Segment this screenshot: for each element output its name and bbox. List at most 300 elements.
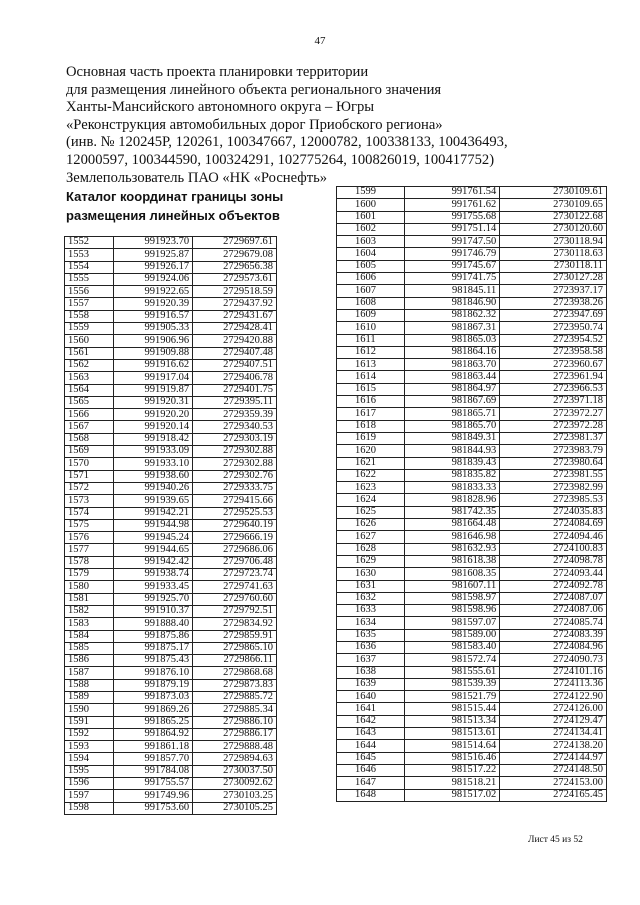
y-coordinate-cell: 2723938.26 xyxy=(500,297,607,309)
y-coordinate-cell: 2724138.20 xyxy=(500,740,607,752)
point-number-cell: 1561 xyxy=(65,347,114,359)
y-coordinate-cell: 2724084.69 xyxy=(500,519,607,531)
table-row xyxy=(65,630,277,642)
table-row xyxy=(65,359,277,371)
x-coordinate-cell: 981518.21 xyxy=(404,777,499,789)
point-number-cell: 1583 xyxy=(65,618,114,630)
point-number-cell: 1621 xyxy=(337,457,405,469)
table-row xyxy=(337,420,607,432)
y-coordinate-cell: 2729302.76 xyxy=(193,470,277,482)
y-coordinate-cell: 2724144.97 xyxy=(500,752,607,764)
table-row xyxy=(337,789,607,801)
y-coordinate-cell: 2730122.68 xyxy=(500,211,607,223)
y-coordinate-cell: 2724083.39 xyxy=(500,629,607,641)
point-number-cell: 1576 xyxy=(65,532,114,544)
x-coordinate-cell: 991755.68 xyxy=(404,211,499,223)
y-coordinate-cell: 2723961.94 xyxy=(500,371,607,383)
document-header xyxy=(66,64,606,187)
table-row xyxy=(337,555,607,567)
table-row xyxy=(337,445,607,457)
x-coordinate-cell: 991925.87 xyxy=(114,249,193,261)
x-coordinate-cell: 981742.35 xyxy=(404,506,499,518)
point-number-cell: 1580 xyxy=(65,581,114,593)
table-row xyxy=(337,346,607,358)
point-number-cell: 1574 xyxy=(65,507,114,519)
coordinates-table-body xyxy=(337,187,607,802)
x-coordinate-cell: 981864.97 xyxy=(404,383,499,395)
y-coordinate-cell: 2729340.53 xyxy=(193,421,277,433)
point-number-cell: 1598 xyxy=(65,802,114,814)
x-coordinate-cell: 981864.16 xyxy=(404,346,499,358)
x-coordinate-cell: 981846.90 xyxy=(404,297,499,309)
x-coordinate-cell: 981598.96 xyxy=(404,605,499,617)
x-coordinate-cell: 981513.34 xyxy=(404,715,499,727)
y-coordinate-cell: 2724134.41 xyxy=(500,728,607,740)
x-coordinate-cell: 991920.31 xyxy=(114,396,193,408)
coordinates-table-right xyxy=(336,186,607,802)
x-coordinate-cell: 991942.42 xyxy=(114,556,193,568)
point-number-cell: 1639 xyxy=(337,678,405,690)
point-number-cell: 1602 xyxy=(337,223,405,235)
x-coordinate-cell: 981589.00 xyxy=(404,629,499,641)
x-coordinate-cell: 991916.62 xyxy=(114,359,193,371)
point-number-cell: 1614 xyxy=(337,371,405,383)
table-row xyxy=(65,765,277,777)
point-number-cell: 1607 xyxy=(337,285,405,297)
x-coordinate-cell: 991879.19 xyxy=(114,679,193,691)
y-coordinate-cell: 2723947.69 xyxy=(500,309,607,321)
point-number-cell: 1616 xyxy=(337,396,405,408)
point-number-cell: 1628 xyxy=(337,543,405,555)
x-coordinate-cell: 991925.70 xyxy=(114,593,193,605)
x-coordinate-cell: 991933.09 xyxy=(114,446,193,458)
y-coordinate-cell: 2723960.67 xyxy=(500,359,607,371)
point-number-cell: 1619 xyxy=(337,432,405,444)
point-number-cell: 1609 xyxy=(337,309,405,321)
table-row xyxy=(65,519,277,531)
point-number-cell: 1606 xyxy=(337,273,405,285)
y-coordinate-cell: 2729723.74 xyxy=(193,569,277,581)
point-number-cell: 1555 xyxy=(65,273,114,285)
point-number-cell: 1604 xyxy=(337,248,405,260)
x-coordinate-cell: 981608.35 xyxy=(404,568,499,580)
y-coordinate-cell: 2723983.79 xyxy=(500,445,607,457)
point-number-cell: 1581 xyxy=(65,593,114,605)
table-row xyxy=(337,408,607,420)
y-coordinate-cell: 2729834.92 xyxy=(193,618,277,630)
table-row xyxy=(337,777,607,789)
point-number-cell: 1630 xyxy=(337,568,405,580)
table-row xyxy=(337,199,607,211)
table-row xyxy=(337,285,607,297)
x-coordinate-cell: 991751.14 xyxy=(404,223,499,235)
header-line: Ханты-Мансийского автономного округа – Югры xyxy=(66,99,375,116)
point-number-cell: 1601 xyxy=(337,211,405,223)
y-coordinate-cell: 2729415.66 xyxy=(193,495,277,507)
y-coordinate-cell: 2724094.46 xyxy=(500,531,607,543)
table-row xyxy=(337,432,607,444)
table-row xyxy=(337,273,607,285)
x-coordinate-cell: 991857.70 xyxy=(114,753,193,765)
table-row xyxy=(65,323,277,335)
table-row xyxy=(337,211,607,223)
table-row xyxy=(65,310,277,322)
x-coordinate-cell: 981835.82 xyxy=(404,469,499,481)
y-coordinate-cell: 2730105.25 xyxy=(193,802,277,814)
y-coordinate-cell: 2724087.07 xyxy=(500,592,607,604)
x-coordinate-cell: 991919.87 xyxy=(114,384,193,396)
point-number-cell: 1563 xyxy=(65,372,114,384)
table-row xyxy=(337,482,607,494)
y-coordinate-cell: 2729407.48 xyxy=(193,347,277,359)
y-coordinate-cell: 2730103.25 xyxy=(193,790,277,802)
table-row xyxy=(65,396,277,408)
table-row xyxy=(65,237,277,249)
y-coordinate-cell: 2729428.41 xyxy=(193,323,277,335)
y-coordinate-cell: 2724153.00 xyxy=(500,777,607,789)
y-coordinate-cell: 2723981.37 xyxy=(500,432,607,444)
y-coordinate-cell: 2723972.27 xyxy=(500,408,607,420)
y-coordinate-cell: 2729431.67 xyxy=(193,310,277,322)
x-coordinate-cell: 981555.61 xyxy=(404,666,499,678)
y-coordinate-cell: 2729894.63 xyxy=(193,753,277,765)
point-number-cell: 1648 xyxy=(337,789,405,801)
y-coordinate-cell: 2729760.60 xyxy=(193,593,277,605)
x-coordinate-cell: 991746.79 xyxy=(404,248,499,260)
y-coordinate-cell: 2724085.74 xyxy=(500,617,607,629)
y-coordinate-cell: 2729401.75 xyxy=(193,384,277,396)
point-number-cell: 1626 xyxy=(337,519,405,531)
table-row xyxy=(337,297,607,309)
point-number-cell: 1643 xyxy=(337,728,405,740)
table-row xyxy=(337,506,607,518)
x-coordinate-cell: 981583.40 xyxy=(404,641,499,653)
y-coordinate-cell: 2729359.39 xyxy=(193,409,277,421)
x-coordinate-cell: 991749.96 xyxy=(114,790,193,802)
point-number-cell: 1570 xyxy=(65,458,114,470)
x-coordinate-cell: 981844.93 xyxy=(404,445,499,457)
point-number-cell: 1617 xyxy=(337,408,405,420)
table-row xyxy=(337,543,607,555)
point-number-cell: 1608 xyxy=(337,297,405,309)
point-number-cell: 1575 xyxy=(65,519,114,531)
x-coordinate-cell: 991920.14 xyxy=(114,421,193,433)
table-row xyxy=(337,629,607,641)
y-coordinate-cell: 2730118.11 xyxy=(500,260,607,272)
y-coordinate-cell: 2729395.11 xyxy=(193,396,277,408)
point-number-cell: 1553 xyxy=(65,249,114,261)
table-row xyxy=(65,569,277,581)
table-row xyxy=(65,335,277,347)
table-row xyxy=(65,470,277,482)
point-number-cell: 1631 xyxy=(337,580,405,592)
y-coordinate-cell: 2729873.83 xyxy=(193,679,277,691)
x-coordinate-cell: 981865.71 xyxy=(404,408,499,420)
table-row xyxy=(337,359,607,371)
point-number-cell: 1642 xyxy=(337,715,405,727)
y-coordinate-cell: 2729333.75 xyxy=(193,482,277,494)
x-coordinate-cell: 981597.07 xyxy=(404,617,499,629)
table-row xyxy=(337,654,607,666)
x-coordinate-cell: 981632.93 xyxy=(404,543,499,555)
x-coordinate-cell: 991864.92 xyxy=(114,728,193,740)
y-coordinate-cell: 2724148.50 xyxy=(500,764,607,776)
y-coordinate-cell: 2724113.36 xyxy=(500,678,607,690)
table-row xyxy=(337,666,607,678)
x-coordinate-cell: 991755.57 xyxy=(114,778,193,790)
point-number-cell: 1636 xyxy=(337,641,405,653)
y-coordinate-cell: 2729886.10 xyxy=(193,716,277,728)
table-row xyxy=(337,728,607,740)
point-number-cell: 1647 xyxy=(337,777,405,789)
y-coordinate-cell: 2724100.83 xyxy=(500,543,607,555)
x-coordinate-cell: 991939.65 xyxy=(114,495,193,507)
x-coordinate-cell: 991910.37 xyxy=(114,605,193,617)
table-row xyxy=(65,716,277,728)
y-coordinate-cell: 2729679.08 xyxy=(193,249,277,261)
x-coordinate-cell: 981513.61 xyxy=(404,728,499,740)
x-coordinate-cell: 991747.50 xyxy=(404,236,499,248)
page-number: 47 xyxy=(314,35,326,47)
x-coordinate-cell: 981865.03 xyxy=(404,334,499,346)
table-row xyxy=(337,223,607,235)
point-number-cell: 1573 xyxy=(65,495,114,507)
catalog-title-line: размещения линейных объектов xyxy=(66,208,280,223)
y-coordinate-cell: 2729686.06 xyxy=(193,544,277,556)
x-coordinate-cell: 991865.25 xyxy=(114,716,193,728)
x-coordinate-cell: 991920.20 xyxy=(114,409,193,421)
table-row xyxy=(337,519,607,531)
point-number-cell: 1565 xyxy=(65,396,114,408)
table-row xyxy=(65,261,277,273)
table-row xyxy=(65,458,277,470)
y-coordinate-cell: 2724129.47 xyxy=(500,715,607,727)
x-coordinate-cell: 981865.70 xyxy=(404,420,499,432)
point-number-cell: 1611 xyxy=(337,334,405,346)
table-row xyxy=(65,507,277,519)
x-coordinate-cell: 981598.97 xyxy=(404,592,499,604)
point-number-cell: 1588 xyxy=(65,679,114,691)
table-row xyxy=(337,383,607,395)
table-row xyxy=(65,409,277,421)
y-coordinate-cell: 2724122.90 xyxy=(500,691,607,703)
point-number-cell: 1586 xyxy=(65,655,114,667)
point-number-cell: 1558 xyxy=(65,310,114,322)
table-row xyxy=(65,605,277,617)
y-coordinate-cell: 2723985.53 xyxy=(500,494,607,506)
y-coordinate-cell: 2729303.19 xyxy=(193,433,277,445)
table-row xyxy=(65,384,277,396)
table-row xyxy=(337,617,607,629)
point-number-cell: 1593 xyxy=(65,741,114,753)
table-row xyxy=(337,678,607,690)
point-number-cell: 1644 xyxy=(337,740,405,752)
point-number-cell: 1624 xyxy=(337,494,405,506)
y-coordinate-cell: 2724126.00 xyxy=(500,703,607,715)
table-row xyxy=(65,593,277,605)
point-number-cell: 1641 xyxy=(337,703,405,715)
point-number-cell: 1613 xyxy=(337,359,405,371)
table-row xyxy=(337,568,607,580)
point-number-cell: 1560 xyxy=(65,335,114,347)
x-coordinate-cell: 991924.06 xyxy=(114,273,193,285)
x-coordinate-cell: 991918.42 xyxy=(114,433,193,445)
point-number-cell: 1578 xyxy=(65,556,114,568)
point-number-cell: 1597 xyxy=(65,790,114,802)
y-coordinate-cell: 2729885.34 xyxy=(193,704,277,716)
y-coordinate-cell: 2729573.61 xyxy=(193,273,277,285)
point-number-cell: 1591 xyxy=(65,716,114,728)
point-number-cell: 1638 xyxy=(337,666,405,678)
x-coordinate-cell: 991944.98 xyxy=(114,519,193,531)
y-coordinate-cell: 2730109.61 xyxy=(500,187,607,199)
table-row xyxy=(337,236,607,248)
point-number-cell: 1634 xyxy=(337,617,405,629)
y-coordinate-cell: 2729518.59 xyxy=(193,286,277,298)
x-coordinate-cell: 991938.60 xyxy=(114,470,193,482)
x-coordinate-cell: 981867.69 xyxy=(404,396,499,408)
point-number-cell: 1567 xyxy=(65,421,114,433)
table-row xyxy=(337,494,607,506)
y-coordinate-cell: 2724087.06 xyxy=(500,605,607,617)
table-row xyxy=(337,605,607,617)
table-row xyxy=(65,618,277,630)
y-coordinate-cell: 2729406.78 xyxy=(193,372,277,384)
table-row xyxy=(65,495,277,507)
point-number-cell: 1566 xyxy=(65,409,114,421)
y-coordinate-cell: 2729697.61 xyxy=(193,237,277,249)
point-number-cell: 1594 xyxy=(65,753,114,765)
x-coordinate-cell: 991933.45 xyxy=(114,581,193,593)
x-coordinate-cell: 981517.22 xyxy=(404,764,499,776)
y-coordinate-cell: 2729656.38 xyxy=(193,261,277,273)
point-number-cell: 1564 xyxy=(65,384,114,396)
y-coordinate-cell: 2729886.17 xyxy=(193,728,277,740)
table-row xyxy=(65,482,277,494)
y-coordinate-cell: 2729420.88 xyxy=(193,335,277,347)
y-coordinate-cell: 2729866.11 xyxy=(193,655,277,667)
x-coordinate-cell: 991909.88 xyxy=(114,347,193,359)
y-coordinate-cell: 2724084.96 xyxy=(500,641,607,653)
x-coordinate-cell: 981862.32 xyxy=(404,309,499,321)
table-row xyxy=(337,248,607,260)
point-number-cell: 1627 xyxy=(337,531,405,543)
point-number-cell: 1557 xyxy=(65,298,114,310)
y-coordinate-cell: 2729706.48 xyxy=(193,556,277,568)
y-coordinate-cell: 2723950.74 xyxy=(500,322,607,334)
x-coordinate-cell: 991875.86 xyxy=(114,630,193,642)
table-row xyxy=(65,273,277,285)
x-coordinate-cell: 991940.26 xyxy=(114,482,193,494)
x-coordinate-cell: 991876.10 xyxy=(114,667,193,679)
table-row xyxy=(65,704,277,716)
table-row xyxy=(65,249,277,261)
table-row xyxy=(65,790,277,802)
header-line: (инв. № 120245Р, 120261, 100347667, 12000782, 100338133, 100436493, xyxy=(66,134,508,151)
y-coordinate-cell: 2729525.53 xyxy=(193,507,277,519)
point-number-cell: 1571 xyxy=(65,470,114,482)
x-coordinate-cell: 991861.18 xyxy=(114,741,193,753)
point-number-cell: 1559 xyxy=(65,323,114,335)
point-number-cell: 1584 xyxy=(65,630,114,642)
x-coordinate-cell: 991920.39 xyxy=(114,298,193,310)
x-coordinate-cell: 991905.33 xyxy=(114,323,193,335)
x-coordinate-cell: 981517.02 xyxy=(404,789,499,801)
x-coordinate-cell: 991875.43 xyxy=(114,655,193,667)
table-row xyxy=(65,446,277,458)
table-row xyxy=(65,655,277,667)
x-coordinate-cell: 981867.31 xyxy=(404,322,499,334)
y-coordinate-cell: 2724093.44 xyxy=(500,568,607,580)
table-row xyxy=(337,764,607,776)
x-coordinate-cell: 981664.48 xyxy=(404,519,499,531)
x-coordinate-cell: 981539.39 xyxy=(404,678,499,690)
table-row xyxy=(65,741,277,753)
x-coordinate-cell: 991875.17 xyxy=(114,642,193,654)
table-row xyxy=(65,556,277,568)
y-coordinate-cell: 2730127.28 xyxy=(500,273,607,285)
y-coordinate-cell: 2723971.18 xyxy=(500,396,607,408)
x-coordinate-cell: 991753.60 xyxy=(114,802,193,814)
x-coordinate-cell: 991942.21 xyxy=(114,507,193,519)
y-coordinate-cell: 2730037.50 xyxy=(193,765,277,777)
x-coordinate-cell: 981839.43 xyxy=(404,457,499,469)
point-number-cell: 1556 xyxy=(65,286,114,298)
table-row xyxy=(65,372,277,384)
x-coordinate-cell: 991917.04 xyxy=(114,372,193,384)
x-coordinate-cell: 981516.46 xyxy=(404,752,499,764)
y-coordinate-cell: 2723982.99 xyxy=(500,482,607,494)
x-coordinate-cell: 991784.08 xyxy=(114,765,193,777)
table-row xyxy=(65,753,277,765)
table-row xyxy=(337,592,607,604)
point-number-cell: 1587 xyxy=(65,667,114,679)
table-row xyxy=(65,433,277,445)
table-row xyxy=(65,778,277,790)
table-row xyxy=(65,642,277,654)
table-row xyxy=(337,752,607,764)
y-coordinate-cell: 2729865.10 xyxy=(193,642,277,654)
point-number-cell: 1618 xyxy=(337,420,405,432)
y-coordinate-cell: 2723966.53 xyxy=(500,383,607,395)
point-number-cell: 1562 xyxy=(65,359,114,371)
point-number-cell: 1629 xyxy=(337,555,405,567)
sheet-footer: Лист 45 из 52 xyxy=(528,835,583,845)
header-line: «Реконструкция автомобильных дорог Приобского региона» xyxy=(66,116,443,133)
table-row xyxy=(337,322,607,334)
y-coordinate-cell: 2729868.68 xyxy=(193,667,277,679)
header-line: Землепользователь ПАО «НК «Роснефть» xyxy=(66,169,328,186)
x-coordinate-cell: 981849.31 xyxy=(404,432,499,444)
coordinates-table-body xyxy=(65,237,277,815)
point-number-cell: 1622 xyxy=(337,469,405,481)
y-coordinate-cell: 2724101.16 xyxy=(500,666,607,678)
y-coordinate-cell: 2724092.78 xyxy=(500,580,607,592)
x-coordinate-cell: 981521.79 xyxy=(404,691,499,703)
table-row xyxy=(337,703,607,715)
point-number-cell: 1554 xyxy=(65,261,114,273)
point-number-cell: 1577 xyxy=(65,544,114,556)
y-coordinate-cell: 2730092.62 xyxy=(193,778,277,790)
table-row xyxy=(337,531,607,543)
table-row xyxy=(337,715,607,727)
x-coordinate-cell: 991916.57 xyxy=(114,310,193,322)
point-number-cell: 1633 xyxy=(337,605,405,617)
table-row xyxy=(65,679,277,691)
point-number-cell: 1615 xyxy=(337,383,405,395)
table-row xyxy=(337,187,607,199)
x-coordinate-cell: 981646.98 xyxy=(404,531,499,543)
